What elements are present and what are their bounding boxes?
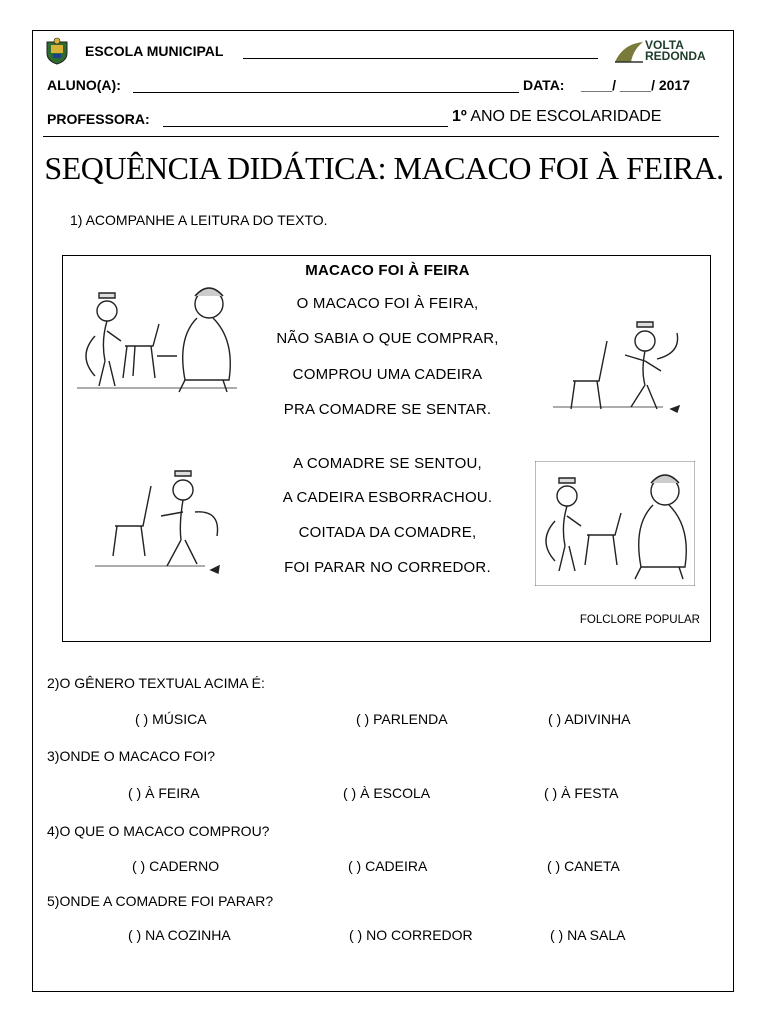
poem-line: O MACACO FOI À FEIRA, bbox=[296, 295, 479, 312]
poem-source: FOLCLORE POPULAR bbox=[579, 614, 700, 626]
city-logo bbox=[613, 38, 705, 66]
poem-line: COMPROU UMA CADEIRA bbox=[292, 366, 483, 383]
monkey-with-chair-illustration bbox=[95, 468, 230, 580]
logo-text-volta: VOLTA bbox=[645, 38, 684, 52]
monkey-jumping-illustration bbox=[553, 311, 688, 421]
option-festa[interactable]: ( ) À FESTA bbox=[544, 785, 619, 801]
option-musica[interactable]: ( ) MÚSICA bbox=[135, 711, 207, 727]
poem-line: COITADA DA COMADRE, bbox=[298, 524, 477, 541]
question-3: 3)ONDE O MACACO FOI? bbox=[47, 748, 216, 764]
grade-number: 1º bbox=[452, 108, 467, 125]
option-sala[interactable]: ( ) NA SALA bbox=[550, 927, 626, 943]
poem-line: PRA COMADRE SE SENTAR. bbox=[283, 401, 492, 418]
option-feira[interactable]: ( ) À FEIRA bbox=[128, 785, 200, 801]
date-field[interactable]: ____/ ____/ 2017 bbox=[581, 77, 690, 93]
school-name-field[interactable] bbox=[243, 58, 598, 59]
instruction-text: 1) ACOMPANHE A LEITURA DO TEXTO. bbox=[70, 212, 328, 228]
logo-text-redonda: REDONDA bbox=[645, 49, 706, 63]
header-divider bbox=[43, 136, 719, 137]
option-caneta[interactable]: ( ) CANETA bbox=[547, 858, 620, 874]
option-caderno[interactable]: ( ) CADERNO bbox=[132, 858, 220, 874]
grade-text: ANO DE ESCOLARIDADE bbox=[470, 108, 662, 125]
teacher-label: PROFESSORA: bbox=[47, 111, 150, 127]
question-2: 2)O GÊNERO TEXTUAL ACIMA É: bbox=[47, 675, 265, 691]
poem-box bbox=[62, 255, 711, 642]
grade-label bbox=[452, 108, 661, 126]
student-name-field[interactable] bbox=[133, 92, 519, 93]
school-crest-icon bbox=[43, 37, 71, 65]
page-title: SEQUÊNCIA DIDÁTICA: MACACO FOI À FEIRA. bbox=[44, 150, 724, 186]
poem-line: A CADEIRA ESBORRACHOU. bbox=[282, 489, 493, 506]
monkey-and-lady-illustration bbox=[77, 276, 237, 401]
option-escola[interactable]: ( ) À ESCOLA bbox=[343, 785, 431, 801]
student-label: ALUNO(A): bbox=[47, 77, 121, 93]
teacher-name-field[interactable] bbox=[163, 126, 448, 127]
option-cadeira[interactable]: ( ) CADEIRA bbox=[348, 858, 428, 874]
poem-line: NÃO SABIA O QUE COMPRAR, bbox=[276, 330, 499, 347]
option-parlenda[interactable]: ( ) PARLENDA bbox=[356, 711, 448, 727]
school-label: ESCOLA MUNICIPAL bbox=[85, 43, 224, 59]
option-adivinha[interactable]: ( ) ADIVINHA bbox=[548, 711, 631, 727]
option-cozinha[interactable]: ( ) NA COZINHA bbox=[128, 927, 231, 943]
poem-line: A COMADRE SE SENTOU, bbox=[293, 455, 482, 472]
monkey-and-lady-bottom-illustration bbox=[535, 461, 695, 586]
poem-line: FOI PARAR NO CORREDOR. bbox=[284, 559, 491, 576]
question-4: 4)O QUE O MACACO COMPROU? bbox=[47, 823, 270, 839]
poem-title: MACACO FOI À FEIRA bbox=[305, 262, 470, 279]
option-corredor[interactable]: ( ) NO CORREDOR bbox=[349, 927, 473, 943]
date-label: DATA: bbox=[523, 77, 565, 93]
question-5: 5)ONDE A COMADRE FOI PARAR? bbox=[47, 893, 274, 909]
